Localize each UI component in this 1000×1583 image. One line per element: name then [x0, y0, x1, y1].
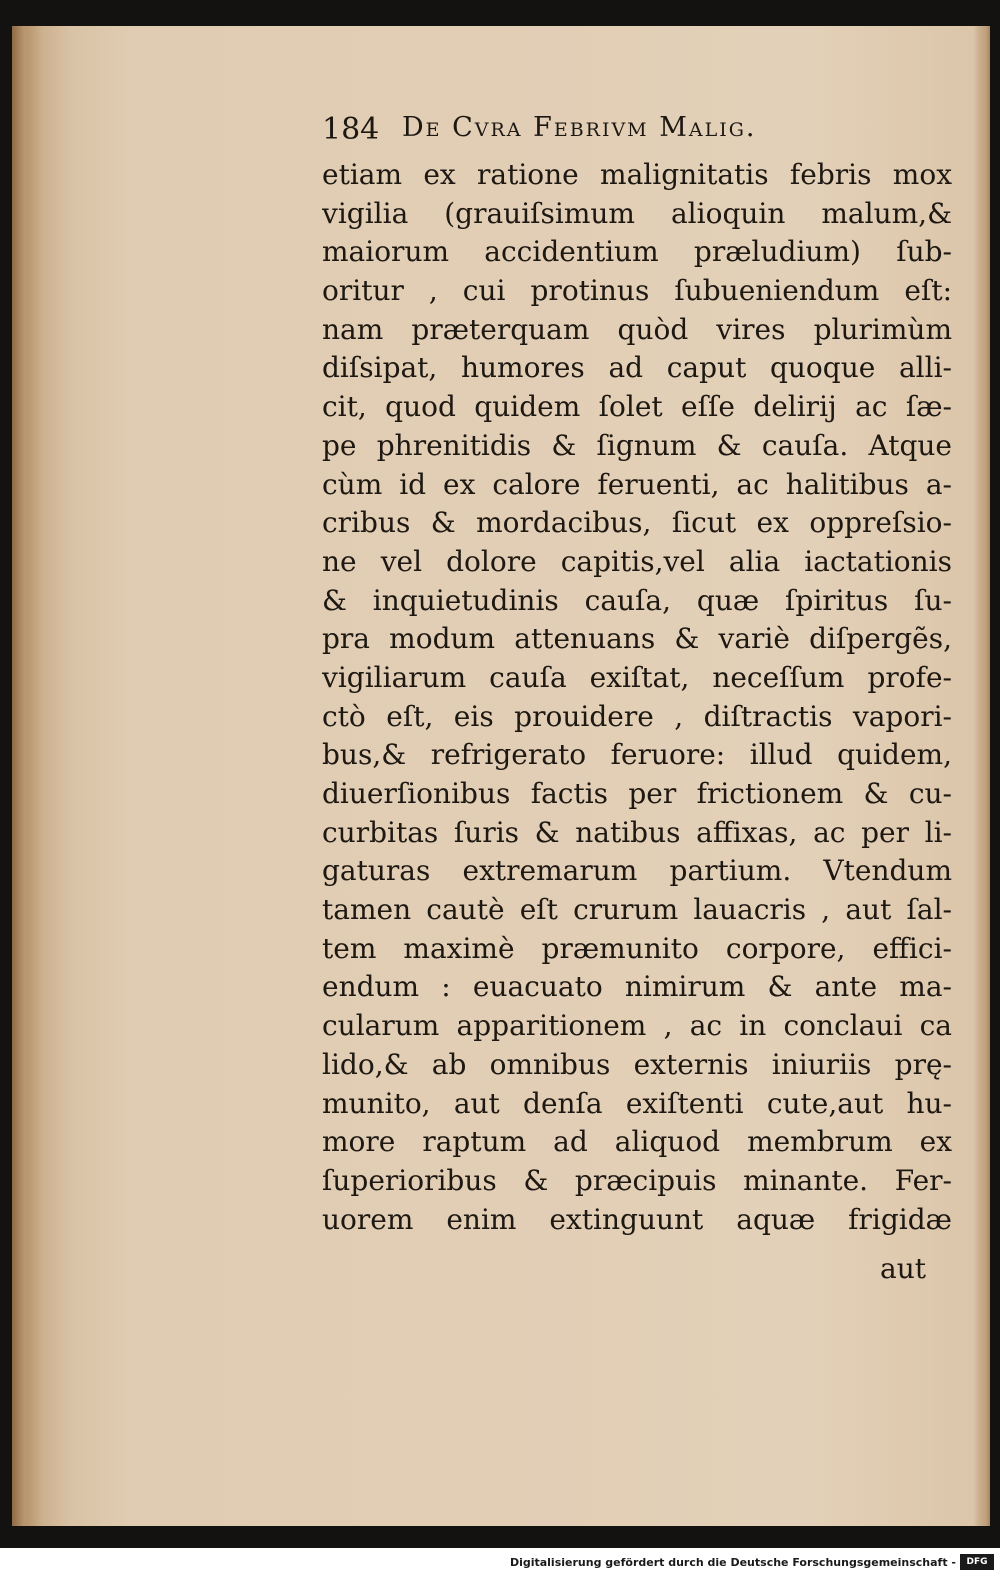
- text-line: ne vel dolore capitis,vel alia iactationis: [322, 544, 952, 578]
- text-line: bus,& refrigerato feruore: illud quidem,: [322, 738, 952, 772]
- dfg-logo: DFG: [960, 1554, 994, 1570]
- page-header: [322, 112, 942, 152]
- text-line: cularum apparitionem , ac in conclaui ca: [322, 1009, 952, 1043]
- text-line: nam præterquam quòd vires plurimùm: [322, 312, 952, 346]
- text-line: cùm id ex calore feruenti, ac halitibus a-: [322, 467, 952, 501]
- body-text: [322, 156, 952, 1239]
- text-line: diſsipat, humores ad caput quoque alli-: [322, 351, 952, 385]
- text-line: munito, aut denſa exiſtenti cute,aut hu-: [322, 1086, 952, 1120]
- text-line: lido,& ab omnibus externis iniuriis prę-: [322, 1047, 952, 1081]
- text-line: endum : euacuato nimirum & ante ma-: [322, 970, 952, 1004]
- text-line: diuerſionibus factis per frictionem & cu-: [322, 777, 952, 810]
- text-line: ſuperioribus & præcipuis minante. Fer-: [322, 1163, 952, 1197]
- text-line: ctò eſt, eis prouidere , diſtractis vapori-: [322, 699, 952, 733]
- text-line: vigiliarum cauſa exiſtat, neceſſum profe-: [322, 660, 952, 694]
- text-line: more raptum ad aliquod membrum ex: [322, 1125, 952, 1159]
- text-line: vigilia (grauiſsimum alioquin malum,&: [322, 196, 952, 230]
- funding-credit: Digitalisierung gefördert durch die Deutsche Forschungsgemeinschaft -: [509, 1556, 956, 1569]
- text-line: gaturas extremarum partium. Vtendum: [322, 854, 952, 888]
- text-line: & inquietudinis cauſa, quæ ſpiritus ſu-: [322, 583, 952, 617]
- text-line: cribus & mordacibus, ſicut ex oppreſsio-: [322, 506, 952, 540]
- text-line: uorem enim extinguunt aquæ frigidæ: [322, 1202, 952, 1236]
- text-line: etiam ex ratione malignitatis febris mox: [322, 158, 952, 191]
- text-line: curbitas ſuris & natibus affixas, ac per li-: [322, 815, 952, 849]
- catchword: aut: [880, 1252, 926, 1285]
- text-line: cit, quod quidem ſolet eſſe delirij ac ſæ-: [322, 390, 952, 424]
- text-line: tem maximè præmunito corpore, effici-: [322, 931, 952, 965]
- text-line: tamen cautè eſt crurum lauacris , aut ſal-: [322, 893, 952, 927]
- text-line: pra modum attenuans & variè diſpergẽs,: [322, 622, 952, 656]
- page-binding-edge: [12, 26, 42, 1526]
- text-line: pe phrenitidis & ſignum & cauſa. Atque: [322, 428, 952, 462]
- page-number: 184: [322, 112, 380, 147]
- page-outer-edge: [974, 26, 990, 1526]
- digitization-footer: [0, 1548, 1000, 1583]
- text-line: oritur , cui protinus ſubueniendum eſt:: [322, 274, 952, 308]
- text-line: maiorum accidentium præludium) ſub-: [322, 235, 952, 269]
- running-title: De Cvra Febrivm Malig.: [402, 112, 757, 143]
